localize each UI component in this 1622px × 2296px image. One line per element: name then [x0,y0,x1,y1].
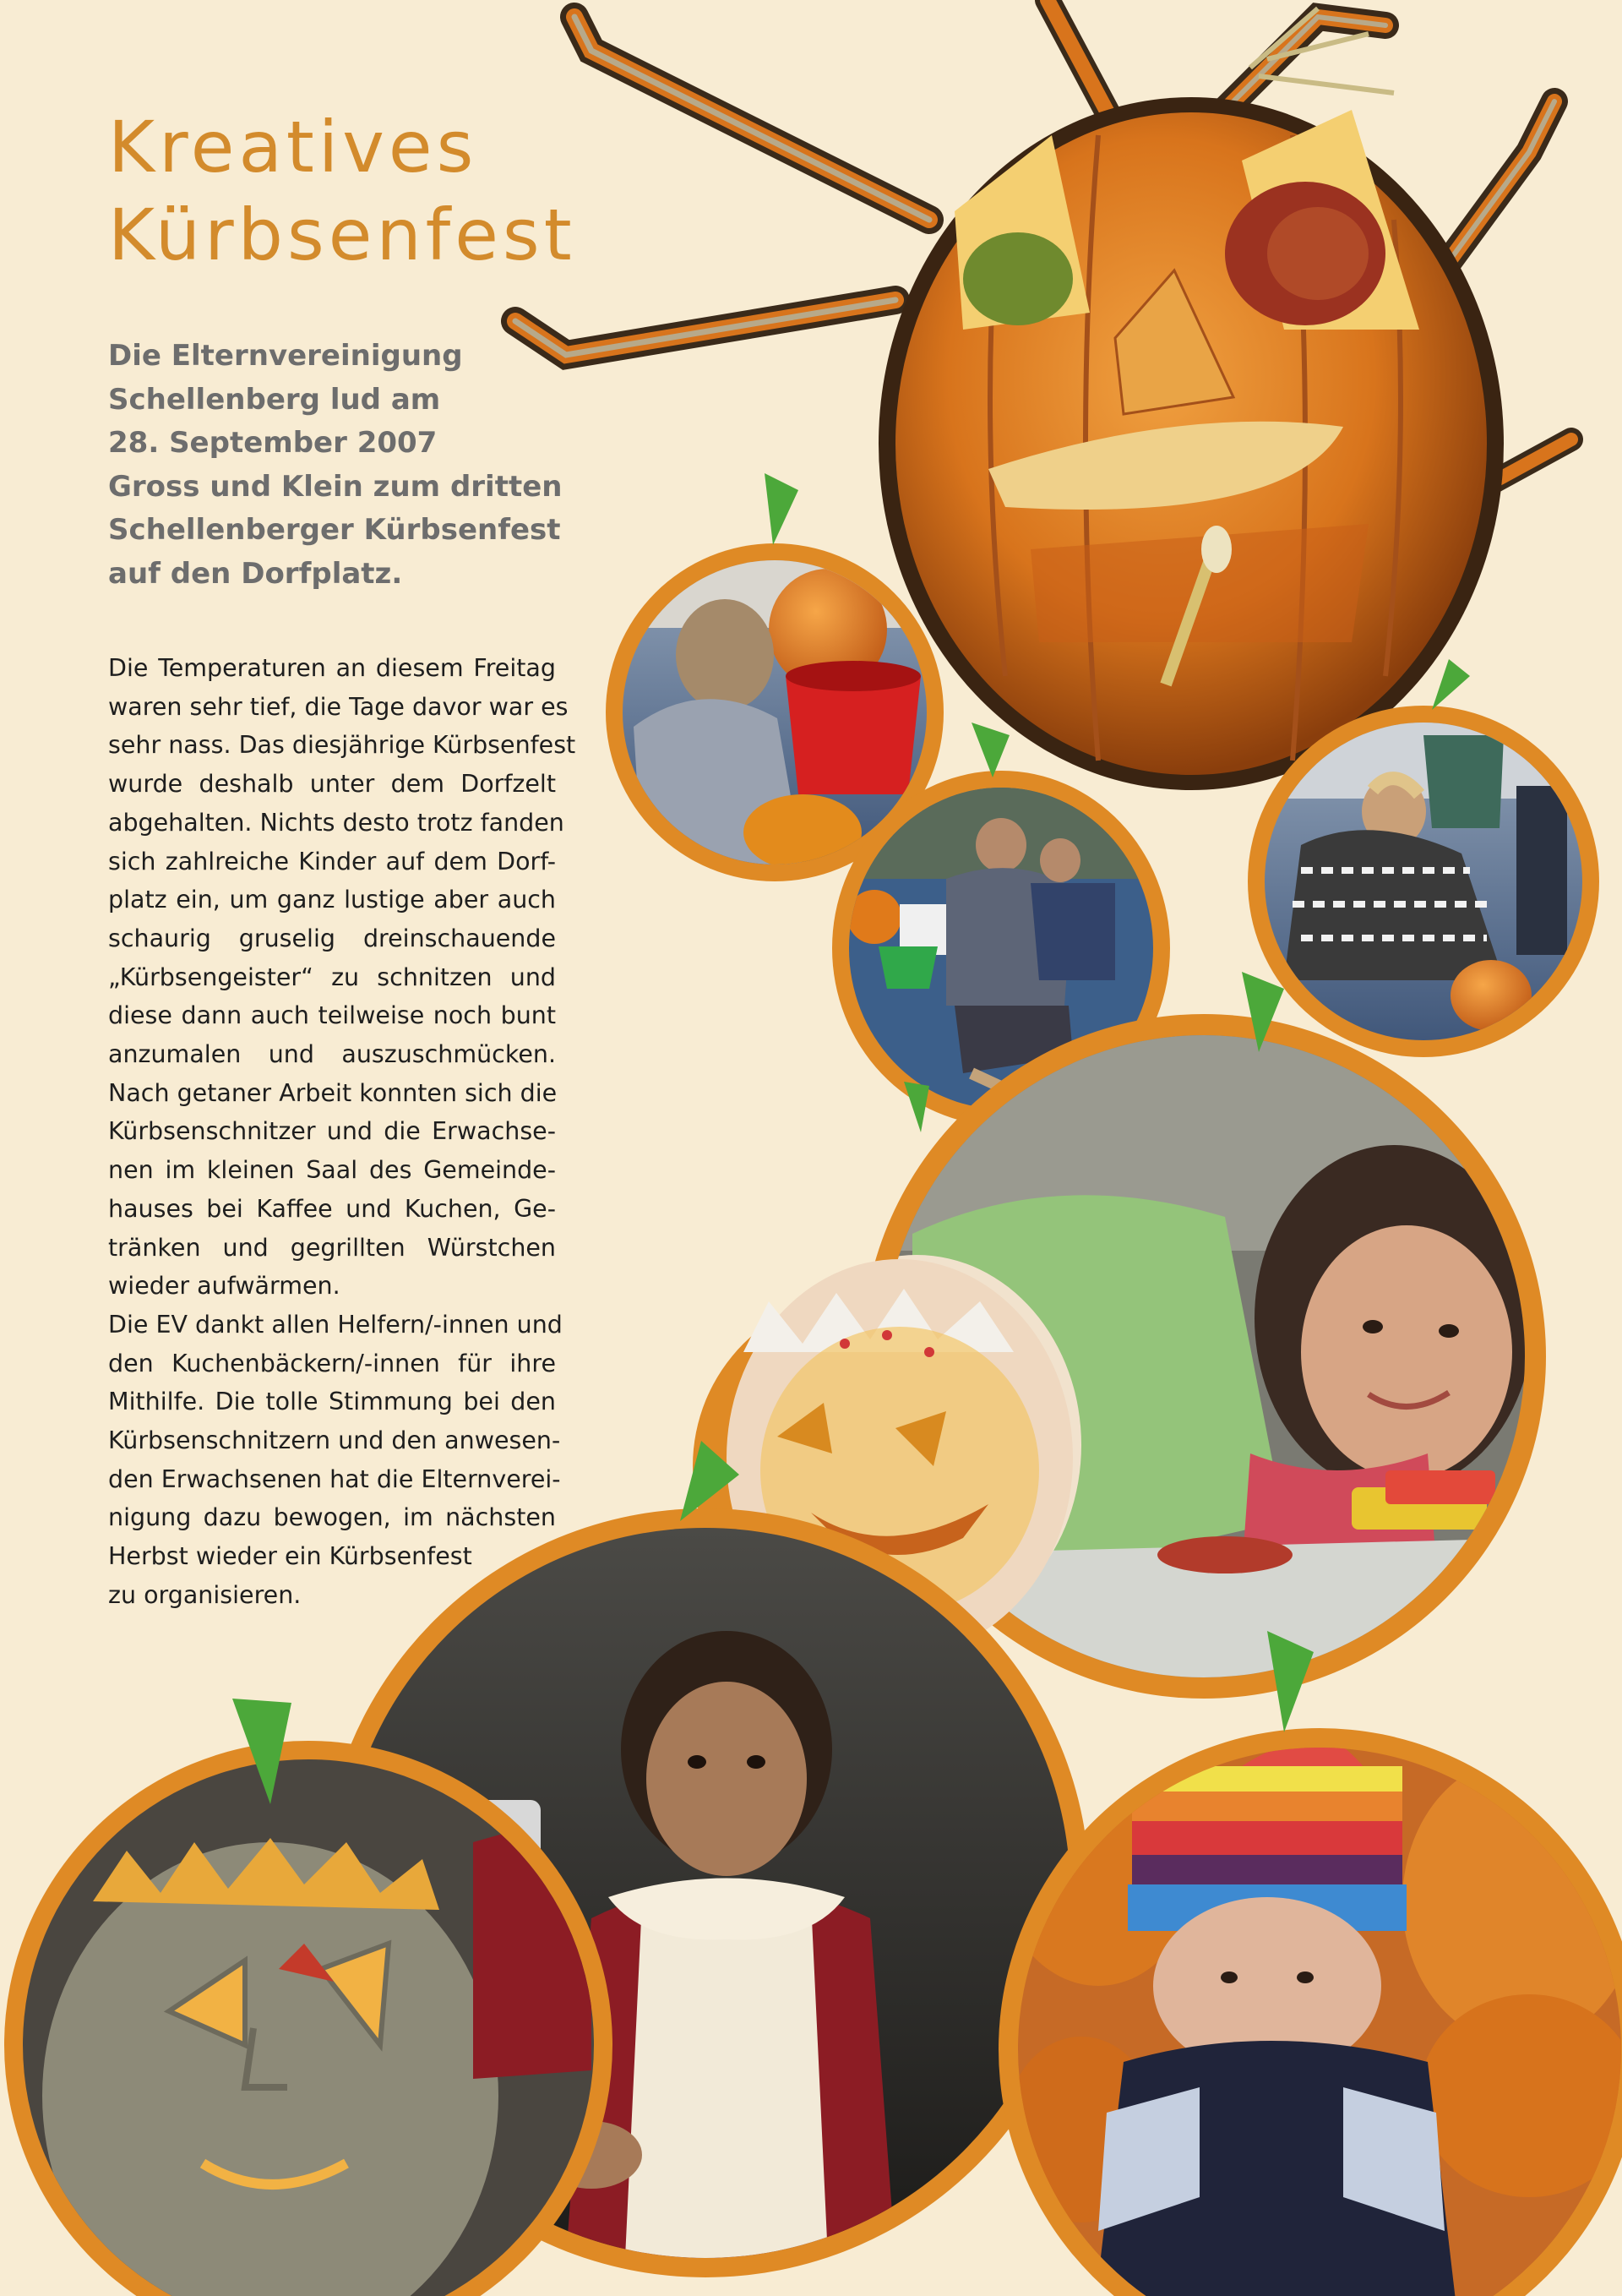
body-line: schaurig gruselig dreinschauende [108,924,556,952]
body-line: den Erwachsenen hat die Elternverei- [108,1464,561,1493]
body-line: Mithilfe. Die tolle Stimmung bei den [108,1388,556,1416]
intro-line: 28. September 2007 [108,426,438,460]
body-line: wieder aufwärmen. [108,1272,340,1301]
intro-line: Gross und Klein zum dritten [108,469,563,504]
intro-line: Die Elternvereinigung [108,339,463,373]
body-line: hauses bei Kaffee und Kuchen, Ge- [108,1194,556,1223]
title-line-1: Kreatives [108,106,478,188]
body-line: den Kuchenbäckern/-innen für ihre [108,1349,556,1377]
body-line: anzumalen und auszuschmücken. [108,1040,556,1069]
body-line: diese dann auch teilweise noch bunt [108,1001,556,1030]
body-line: tränken und gegrillten Würstchen [108,1233,556,1262]
body-line: Kürbsenschnitzern und den anwesen- [108,1426,561,1455]
intro-line: auf den Dorfplatz. [108,556,403,591]
body-line: platz ein, um ganz lustige aber auch [108,886,556,914]
body-line: nen im kleinen Saal des Gemeinde- [108,1156,556,1185]
body-line: „Kürbsengeister“ zu schnitzen und [108,963,556,991]
body-line: nigung dazu bewogen, im nächsten [108,1503,556,1532]
body-line: abgehalten. Nichts desto trotz fanden [108,808,564,837]
article-intro [108,335,581,596]
body-line: Nach getaner Arbeit konnten sich die [108,1078,558,1107]
body-line: Die EV dankt allen Helfern/-innen und [108,1310,563,1339]
body-line: waren sehr tief, die Tage davor war es [108,692,569,721]
body-line: sehr nass. Das diesjährige Kürbsenfest [108,731,576,760]
body-line: Die Temperaturen an diesem Freitag [108,654,556,682]
article-title [108,103,581,279]
article-body [108,649,576,1615]
body-line: zu organisieren. [108,1580,302,1609]
body-line: wurde deshalb unter dem Dorfzelt [108,770,556,799]
body-line: Herbst wieder ein Kürbsenfest [108,1542,472,1571]
title-line-2: Kürbsenfest [108,194,576,276]
body-line: Kürbsenschnitzer und die Erwachse- [108,1117,556,1146]
photo-boy-with-striped-hat [997,1631,1622,2296]
intro-line: Schellenberg lud am [108,382,441,417]
intro-line: Schellenberger Kürbsenfest [108,513,561,547]
body-line: sich zahlreiche Kinder auf dem Dorf- [108,847,556,875]
